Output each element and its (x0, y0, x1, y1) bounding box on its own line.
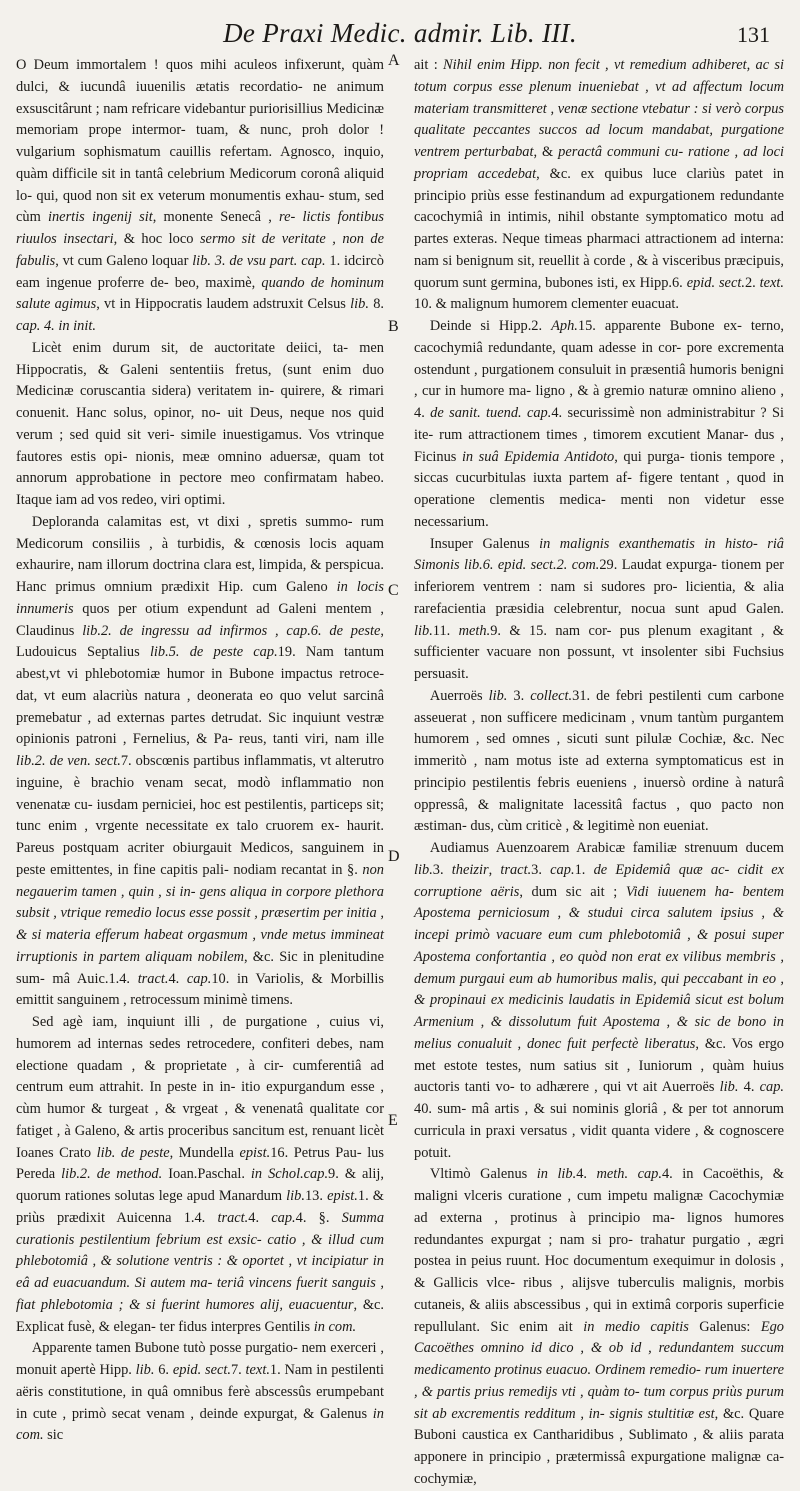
text-run: 15. apparente Bubone ex- terno, cacochymiâ redundante, quam adesse in cor- pore excrementa ostendunt , purgationem consuluit in præsentiâ humoris benigni , cur in humore ma- ligno , & à gremio naturæ omnino alieno , 4. (414, 318, 784, 421)
italic-citation: tract. (137, 970, 169, 987)
text-run: , &c. Sic in plenitudine sum- mâ Auic.1.4. (16, 948, 384, 987)
italic-citation: de Epidemiâ quæ ac- cidit ex corruptione aëris (414, 861, 785, 900)
italic-citation: text. (759, 274, 784, 291)
text-run: 2. (744, 274, 760, 291)
text-run: 10. in Variolis, & Morbillis emittit sanguinem , retrocessum minimè timens. (16, 970, 384, 1009)
italic-citation: Summa curationis pestilentium febrium est exsic- catio , & illud cum phlebotomiâ , & solutione ventris : & oportet , vt incipiatur in eâ ad euacuandum. Si autem ma- teriâ vincens fuerit sanguis , fiat phlebotomia ; & si fuerint humores alij, euacuentur (16, 1209, 385, 1313)
text-run: 9. & 15. nam cor- pus plenum exagitant , & sufficienter vacuare non possunt, vt insolenter sibi Fuchsius persuasit. (414, 622, 784, 682)
italic-citation: lib. 3. de vsu part. cap. (192, 252, 326, 269)
italic-citation: quando de hominum salute agimus (16, 274, 385, 313)
italic-citation: epid. sect. (172, 1362, 231, 1378)
italic-citation: lib.5. de peste cap. (149, 644, 278, 661)
italic-citation: cap. (759, 1079, 784, 1096)
text-run: 13. (304, 1188, 328, 1204)
text-run: 4. §. (295, 1209, 342, 1226)
italic-citation: lib. de peste (96, 1144, 170, 1161)
paragraph (414, 55, 784, 316)
italic-citation: cap. 4. in init. (16, 318, 96, 334)
margin-letter-e: E (388, 1112, 398, 1129)
italic-citation: lib. (135, 1362, 155, 1378)
text-run: , monente Senecâ , (152, 209, 279, 226)
italic-citation: cap. (186, 970, 212, 987)
italic-citation: re- lictis fontibus riuulos insectari (16, 209, 384, 247)
text-run: 1. & priùs prædixit Auicenna 1.4. (16, 1188, 384, 1226)
paragraph (414, 534, 784, 686)
italic-citation: in malignis exanthematis in histo- riâ Simonis lib.6. epid. sect.2. com. (414, 535, 785, 574)
text-run: 19. Nam tantum abest,vt vi phlebotomiæ humor in Bubone impactus retroce- dat, vt eum alacriùs natura , deonerata eo quo velut sarcinâ premebatur , ad externas partes detrudat. Sic inquiunt vestræ opinionis patroni , Fernelius, & Pa- reus, tanti viri, nam ille (16, 644, 385, 748)
text-run: 40. sum- mâ artis , & sui nominis gloriâ , & per tot annorum curricula in praxi versatus , vidit quanta videre , & cognoscere potuit. (414, 1101, 784, 1161)
text-run: Deploranda calamitas est, vt dixi , spretis summo- rum Medicorum consiliis , à turbidis, & cœnosis locis aquam exhaurire, nam illorum doctrina clara est, limpida, & perspicua. Hanc primus omnium prædixit Hip. cum Galeno (16, 513, 384, 595)
text-run: 4. (168, 970, 187, 987)
paragraph (16, 1012, 384, 1338)
paragraph (414, 686, 784, 838)
italic-citation: Aph. (551, 318, 578, 334)
italic-citation: in com. (16, 1405, 384, 1444)
italic-citation: text. (245, 1362, 270, 1378)
running-title: De Praxi Medic. admir. Lib. III. (223, 18, 577, 48)
text-run: 31. de febri pestilenti cum carbone asseuerat , non sufficere medicinam , vnum tantùm purgantem humorem , sed omnes , sicuti sunt pilulæ Cochiæ, &c. Nec immeritò , nam motus iste ad externa symptomaticus est in principio pestilentis febris eueniens , inuersò ordine à naturâ oppressâ, & malignitate lacessitâ factus , quo pacto non æstiman- dus, cùm criticè , & legitimè non eueniat. (414, 687, 785, 835)
italic-citation: in Schol.cap. (250, 1166, 329, 1183)
text-run: Insuper Galenus (429, 535, 540, 552)
italic-citation: in locis innumeris (16, 579, 384, 617)
italic-citation: in medio capitis (583, 1318, 689, 1335)
margin-letter-d: D (388, 848, 400, 865)
italic-citation: lib.2. de method. (61, 1166, 163, 1183)
italic-citation: peractâ communi cu- ratione , ad loci propriam accedebat (414, 144, 784, 182)
italic-citation: sermo sit de veritate , non de fabulis (16, 231, 384, 269)
margin-letter-a: A (388, 52, 400, 69)
text-run: 29. Laudat expurga- tionem per inferiorem ventrem : nam si sudores pro- licientia, & alia rarefacientia præsidia celebrentur, nocua sunt apud Galen. (414, 557, 785, 617)
italic-citation: in suâ Epidemia Antidoto (461, 448, 615, 465)
text-run: , dum sic ait ; (519, 883, 626, 900)
text-run: 7. (230, 1362, 246, 1378)
text-run: 1. idcircò eam ingenue proferre de- beo, maximè, (16, 252, 384, 291)
text-run: Ioan.Paschal. (162, 1166, 251, 1183)
text-run: Galenus: (688, 1318, 761, 1335)
left-text-column (16, 55, 384, 1447)
italic-citation: tract. (217, 1209, 249, 1226)
text-run: 9. & alij, quorum rationes solutas lege apud Manardum (16, 1166, 384, 1204)
italic-citation: lib. (414, 622, 433, 639)
italic-citation: Vidi iuuenem ha- bentem Apostema perniciosum , & studui circa salutem ipsius , & incepi primò vacuare eum cum phlebotomiâ , & posui super Apostema confortantia , eo quòd non erat ex vilibus membris , demum purgaui eum ab humoribus malis, qui peccabant in eo , & propinaui ex medicinis laudatis in Epidemiâ sicut est bolum Armenium , & dissolutum fuit Apostema , & sic de bono in melius conualuit , donec fuit perfectè liberatus (414, 883, 784, 1052)
page-number: 131 (737, 22, 770, 47)
text-run: Vltimò Galenus (429, 1166, 537, 1183)
italic-citation: inertis ingenij sit (47, 209, 153, 226)
text-run: , &c. Vos ergo met estote testes, num satius sit , Iuniorum , quàm huius auctoris tanti vo- to adhærere , qui vt ait Auerroës (414, 1035, 784, 1096)
italic-citation: collect. (530, 687, 573, 704)
italic-citation: meth. (458, 622, 491, 639)
text-run: 4. (576, 1166, 597, 1183)
paragraph (414, 838, 784, 1164)
text-run: , & hoc loco (113, 231, 200, 247)
italic-citation: in com. (313, 1318, 357, 1335)
italic-citation: lib.2. de ingressu ad infirmos , cap.6. de peste (82, 622, 381, 639)
italic-citation: theizir (451, 861, 489, 878)
text-run: , vt in Hippocratis laudem adstruxit Celsus (96, 296, 351, 313)
paragraph (414, 1164, 784, 1490)
right-text-column (414, 55, 784, 1491)
text-run: , Mundella (169, 1144, 240, 1161)
italic-citation: lib. (414, 861, 433, 878)
text-run: 4. (738, 1079, 760, 1096)
text-run: , qui purga- tionis tempore , siccas cucurbitulas iuxta partem af- figere tentant , quod in operatione clementis medica- menti non videtur esse necessarium. (414, 448, 784, 530)
text-run: , &c. ex quibus luce clariùs patet in principio priùs esse festinandum ad expurgationem redundante cacochymiâ in intimis, nihil obstante symptomatico motu ad partes exteras. Neque timeas pharmaci attractionem ad interna: nam si benignum sit, reuellit à corde , & à visceribus præcipuis, quorum sunt germina, bubones isti, ex Hipp.6. (414, 165, 784, 291)
italic-citation: lib.2. de ven. sect. (16, 753, 121, 769)
page-header (0, 18, 800, 52)
text-run: 3. (432, 861, 452, 878)
italic-citation: cap. (271, 1209, 296, 1226)
italic-citation: in lib. (536, 1166, 577, 1183)
italic-citation: lib. (286, 1188, 305, 1204)
paragraph (16, 512, 384, 1012)
text-run: 1. (574, 861, 594, 878)
paragraph (16, 55, 384, 338)
text-run: 3. (531, 861, 551, 878)
text-run: 8. (368, 296, 384, 313)
text-run: sic (43, 1427, 64, 1444)
italic-citation: lib. (350, 296, 369, 313)
text-run: , Ludouicus Septalius (16, 622, 384, 661)
text-run: Sed agè iam, inquiunt illi , de purgatione , cuius vi, humorem ad internas sedes retrocedere, confiteri debes, nam electione quadam , & proprietate , à cir- cumferentiâ ad centrum eum attrahit. In peste in in- itio expurgandum esse , cùm humor & turgeat , & vrgeat , & venenatâ qualitate cor fatiget , à Galeno, & artis proceribus sancitum est, renuant licèt Ioanes Crato (16, 1014, 384, 1161)
text-run: Audiamus Auenzoarem Arabicæ familiæ strenuum ducem (429, 840, 784, 856)
italic-citation: lib. (488, 687, 508, 704)
margin-letter-b: B (388, 318, 399, 335)
text-run: Apparente tamen Bubone tutò posse purgatio- nem exerceri , monuit apertè Hipp. (16, 1340, 384, 1378)
italic-citation: non negauerim tamen , quin , si in- gens aliqua in corpore plethora subsit , vtrique remedio locus esse possit , præsertim per initia , & si materia efferum habeat orgasmum , vnde metus immineat irruptionis in partem aliquam nobilem (16, 861, 384, 965)
italic-citation: epist. (327, 1188, 358, 1204)
italic-citation: cap. (550, 861, 575, 878)
text-run: 3. (507, 687, 531, 704)
text-run: 6. (154, 1362, 173, 1378)
text-run: , vt cum Galeno loquar (55, 252, 193, 269)
text-run: quos per otium expendunt ad Galeni mentem , Claudinus (16, 600, 384, 639)
italic-citation: lib. (719, 1079, 739, 1096)
text-run: , &c. Quare Buboni caustica ex Cantharidibus , Sublimato , & aliis parata apponere in principio , prætermissâ expurgatione malignæ ca- cochymiæ, (414, 1405, 784, 1487)
text-run: 4. securissimè non administrabitur ? Si ite- rum attractionem times , timorem excutient Manar- dus , Ficinus (414, 405, 784, 465)
text-run: , (488, 861, 501, 878)
paragraph (414, 316, 784, 534)
text-run: 7. obscœnis partibus inflammatis, vt alterutro inguine, è brachio venam secat, modò inflammatio non venenatæ cu- iusdam perniciei, hoc est pestilentis, particeps sit; tunc enim , vrgente necessitate ex talo cruorem ex- haurit. Pareus postquam acriter obiurgauit Medicos, sanguinem in peste emittentes, in fine capitis pali- nodiam recantat in §. (16, 753, 384, 878)
italic-citation: Ego Cacoëthes omnino id dico , & ob id , redundantem succum medicamento protinus euacuo. Ordinem remedio- rum inuertere , & partis prius remedijs vti , quàm to- tum corpus priùs purum sit ab excrementis redditum , in- signis stultitiæ est (414, 1318, 784, 1422)
text-run: , &c. Explicat fusè, & elegan- ter fidus interpres Gentilis (16, 1296, 385, 1335)
text-run: 4. (248, 1209, 272, 1226)
text-run: ait : (414, 57, 444, 73)
text-run: 16. Petrus Pau- lus Pereda (16, 1144, 384, 1183)
text-run: 10. & malignum humorem clementer euacuat. (414, 296, 679, 313)
italic-citation: de sanit. tuend. cap. (430, 405, 552, 421)
italic-citation: meth. cap. (596, 1166, 662, 1183)
text-run: 1. Nam in pestilenti aëris constitutione, in quâ omnibus ferè abscessûs erumpebant in cute , primò secat venam , deinde expurgat, & Galenus (16, 1362, 384, 1422)
paragraph (16, 338, 384, 512)
text-run: , & (533, 144, 559, 160)
paragraph (16, 1338, 384, 1447)
text-run: 11. (432, 622, 459, 639)
text-run: Auerroës (429, 687, 489, 704)
text-run: O Deum immortalem ! quos mihi aculeos infixerunt, quàm dulci, & iucundâ iuuenilis ætatis recordatio- ne animum exsuscitârunt ; nam refricare videbantur puriorisillius Medicinæ memoriam prope intermor- tuam, & nunc, proh dolor ! vulgarium sophismatum cauillis refertam. Agnosco, inquio, quàm difficile sit in tantâ celebrium Medicorum coronâ aliquid lo- qui, quod non sit ex veterum monumentis exhau- stum, sed cùm (16, 57, 384, 226)
margin-letter-c: C (388, 582, 399, 599)
italic-citation: Nihil enim Hipp. non fecit , vt remedium adhiberet, ac si totum corpus esse plenum inueniebat , vt ad affectum locum materiam transmitteret , venæ sectione vtebatur : si verò corpus qualitate peccantes succos ad locum mandabat, purgatione ventrem perturbabat (414, 57, 785, 160)
text-run: Deinde si Hipp.2. (429, 318, 552, 334)
italic-citation: epist. (239, 1144, 271, 1161)
text-run: 4. in Cacoëthis, & maligni vlceris curatione , cum impetu malignæ Cacochymiæ ad externa , protinus à principio ma- lignos humores redundantes expurgat ; nam si pro- trahatur purgatio , ægri postea in peius ruunt. Hoc documentum exequimur in dolosis , & Gallicis vlce- ribus , alijsve tuberculis malignis, morbis cutaneis, & aliis abscessibus , qui in extimâ corporis superficie repullulant. Sic enim ait (414, 1166, 784, 1335)
text-run: Licèt enim durum sit, de auctoritate deiici, ta- men Hippocratis, & Galeni sententiis fretus, (sunt enim duo Medicinæ coruscantia sidera) veritatem in- quirere, & rimari conuenit. Hanc solus, opinor, no- uit Deus, neque nos quid verum ; sed quid sit veri- simile inuestigamus. Vos vtrinque fautores estis opi- nionis, meæ omnino aduersæ, quam tot annorum approbatione in pectore meo confirmatam habeo. Itaque iam ad vos redeo, viri optimi. (16, 339, 384, 508)
italic-citation: epid. sect. (686, 274, 745, 291)
italic-citation: tract. (500, 861, 532, 878)
